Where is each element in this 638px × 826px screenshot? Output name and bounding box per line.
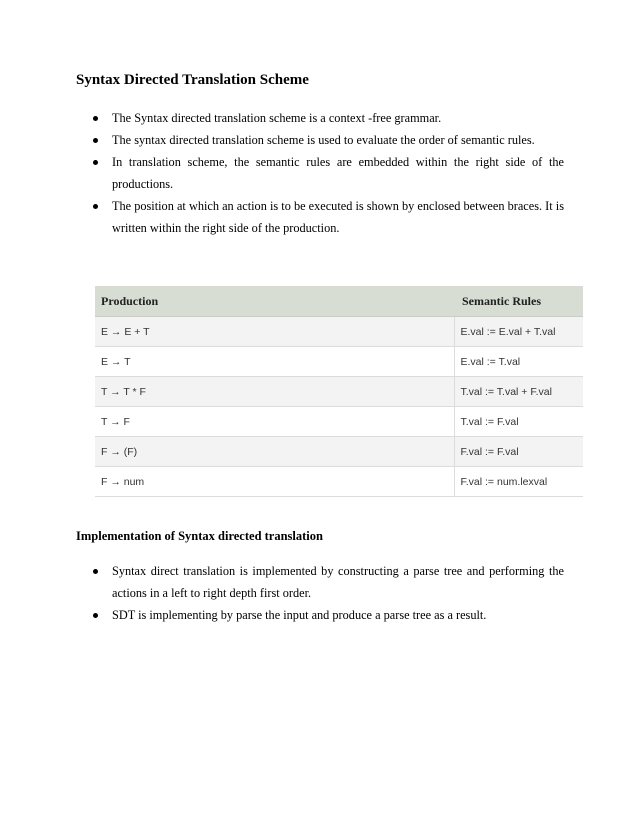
bullet-icon [93, 204, 98, 209]
table-row [95, 407, 583, 437]
semantic-rule-cell: F.val := num.lexval [454, 467, 583, 497]
list-item-text: SDT is implementing by parse the input and produce a parse tree as a result. [112, 608, 487, 622]
list-item-text: The syntax directed translation scheme is used to evaluate the order of semantic rules. [112, 133, 535, 147]
production-cell: E → E + T [95, 317, 454, 347]
list-item [112, 129, 564, 151]
bullet-list [112, 107, 564, 239]
production-cell: F → (F) [95, 437, 454, 467]
semantic-rule-cell: T.val := T.val + F.val [454, 377, 583, 407]
list-item-text: The position at which an action is to be executed is shown by enclosed between braces. It is written within the right side of the production. [112, 199, 564, 235]
list-item-text: In translation scheme, the semantic rules are embedded within the right side of the productions. [112, 155, 564, 191]
semantic-rules-table [95, 286, 583, 497]
list-item [112, 560, 564, 604]
list-item-text: The Syntax directed translation scheme is a context -free grammar. [112, 111, 442, 125]
section-title: Syntax Directed Translation Scheme [76, 72, 309, 88]
semantic-rule-cell: F.val := F.val [454, 437, 583, 467]
production-cell: T → F [95, 407, 454, 437]
table-row [95, 467, 583, 497]
table-row [95, 347, 583, 377]
bullet-icon [93, 160, 98, 165]
semantic-rule-cell: E.val := T.val [454, 347, 583, 377]
list-item [112, 151, 564, 195]
table-row [95, 437, 583, 467]
table-header-row [95, 286, 583, 317]
column-header-production: Production [95, 286, 454, 317]
list-item-text: Syntax direct translation is implemented by constructing a parse tree and performing the actions in a left to right depth first order. [112, 564, 564, 600]
production-cell: E → T [95, 347, 454, 377]
bullet-icon [93, 569, 98, 574]
table-row [95, 317, 583, 347]
column-header-semantic-rules: Semantic Rules [454, 286, 583, 317]
section-title: Implementation of Syntax directed translation [76, 529, 323, 543]
list-item [112, 195, 564, 239]
production-cell: F → num [95, 467, 454, 497]
production-cell: T → T * F [95, 377, 454, 407]
bullet-list [112, 560, 564, 626]
bullet-icon [93, 116, 98, 121]
list-item [112, 604, 564, 626]
list-item [112, 107, 564, 129]
bullet-icon [93, 138, 98, 143]
bullet-icon [93, 613, 98, 618]
table-row [95, 377, 583, 407]
semantic-rule-cell: E.val := E.val + T.val [454, 317, 583, 347]
semantic-rule-cell: T.val := F.val [454, 407, 583, 437]
